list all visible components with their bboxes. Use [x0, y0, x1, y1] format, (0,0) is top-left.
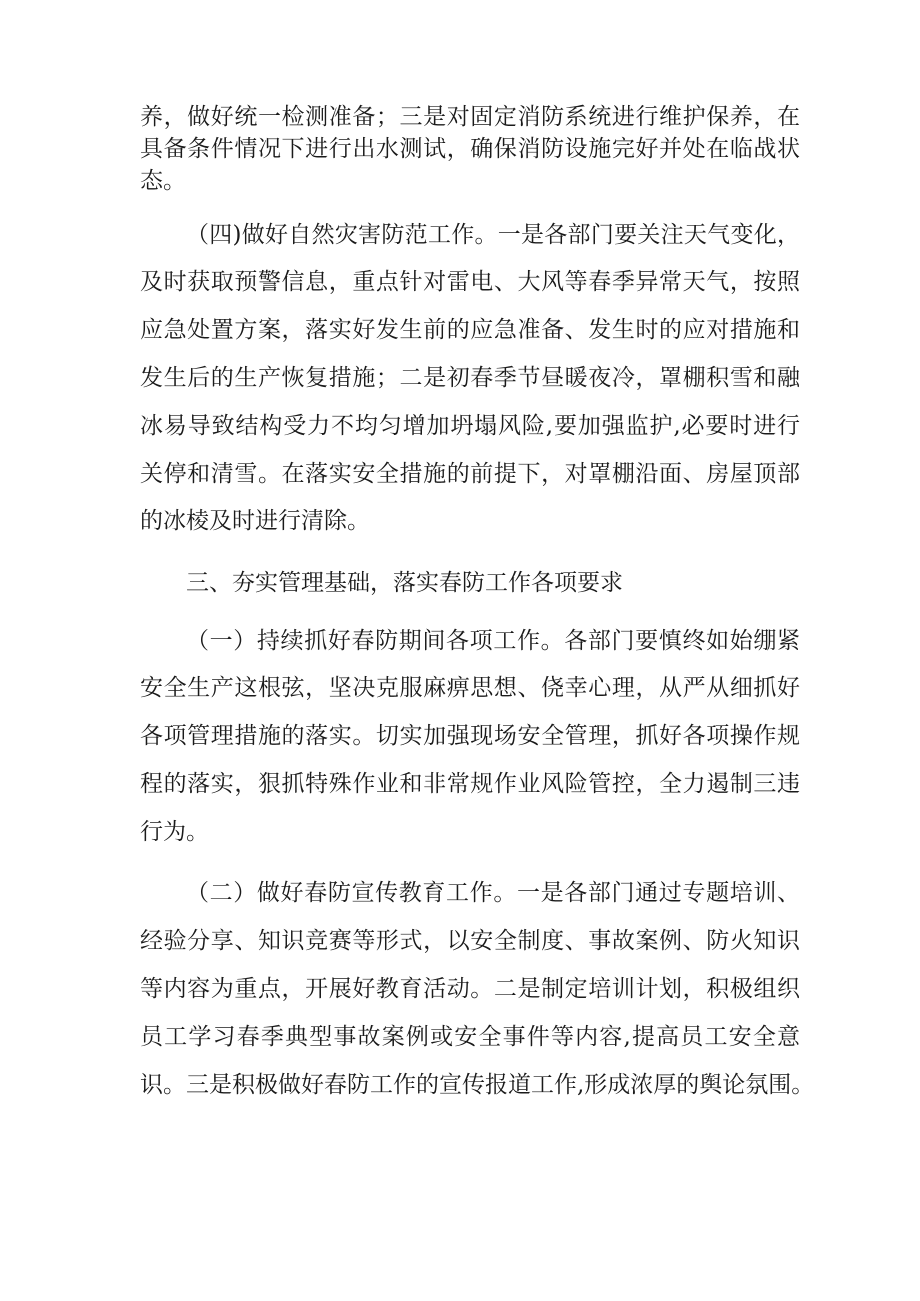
- text-line: 的冰棱及时进行清除。: [140, 508, 370, 534]
- text-line: 养，做好统一检测准备；三是对固定消防系统进行维护保养，在: [140, 104, 800, 130]
- text-line: 行为。: [140, 819, 209, 845]
- text-line: 识。三是积极做好春防工作的宣传报道工作,形成浓厚的舆论氛围。: [140, 1072, 815, 1098]
- text-line: 态。: [140, 168, 186, 194]
- text-line: 应急处置方案，落实好发生前的应急准备、发生时的应对措施和: [140, 317, 800, 343]
- text-line: 经验分享、知识竞赛等形式，以安全制度、事故案例、防火知识: [140, 928, 800, 954]
- text-line: 各项管理措施的落实。切实加强现场安全管理，抓好各项操作规: [140, 723, 800, 749]
- subsection-2-heading-line: （二）做好春防宣传教育工作。一是各部门通过专题培训、: [186, 880, 800, 906]
- subsection-1-heading-line: （一）持续抓好春防期间各项工作。各部门要慎终如始绷紧: [186, 628, 800, 654]
- section-4-heading-line: （四)做好自然灾害防范工作。一是各部门要关注天气变化，: [186, 222, 800, 248]
- text-line: 具备条件情况下进行出水测试，确保消防设施完好并处在临战状: [140, 136, 800, 162]
- text-line: 及时获取预警信息，重点针对雷电、大风等春季异常天气，按照: [140, 269, 800, 295]
- text-line: 发生后的生产恢复措施；二是初春季节昼暖夜冷，罩棚积雪和融: [140, 365, 800, 391]
- text-line: 员工学习春季典型事故案例或安全事件等内容,提高员工安全意: [140, 1024, 800, 1050]
- text-line: 关停和清雪。在落实安全措施的前提下，对罩棚沿面、房屋顶部: [140, 461, 800, 487]
- text-line: 冰易导致结构受力不均匀增加坍塌风险,要加强监护,必要时进行: [140, 413, 800, 439]
- text-line: 等内容为重点，开展好教育活动。二是制定培训计划，积极组织: [140, 976, 800, 1002]
- text-line: 安全生产这根弦，坚决克服麻痹思想、侥幸心理，从严从细抓好: [140, 675, 800, 701]
- text-line: 程的落实，狠抓特殊作业和非常规作业风险管控，全力遏制三违: [140, 771, 800, 797]
- section-3-heading: 三、夯实管理基础，落实春防工作各项要求: [186, 570, 623, 596]
